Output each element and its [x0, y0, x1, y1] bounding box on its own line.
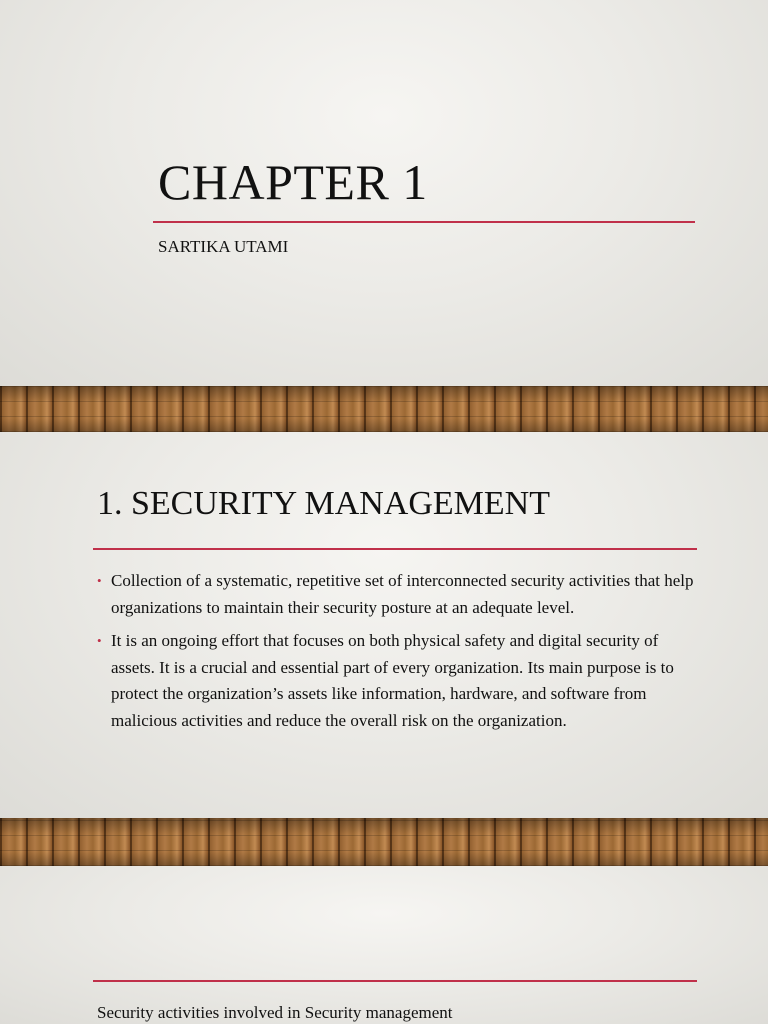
bullet-dot-icon: •: [97, 573, 102, 588]
bullet-item: [97, 628, 697, 734]
slide-3-body-text: Security activities involved in Security management: [97, 1003, 453, 1022]
slide-1-subtitle: SARTIKA UTAMI: [158, 237, 289, 256]
bullet-text: Collection of a systematic, repetitive set of interconnected security activities that help organizations to maintain their security posture at an adequate level.: [111, 571, 694, 617]
wood-floor-divider: [0, 386, 768, 432]
slide-2-bullet-list: [97, 568, 697, 741]
slide-title: [0, 0, 768, 386]
wood-floor-divider: [0, 818, 768, 866]
slide-1-title: CHAPTER 1: [158, 154, 428, 210]
bullet-text: It is an ongoing effort that focuses on both physical safety and digital security of assets. It is a crucial and essential part of every organization. Its main purpose is to protect the organization’s assets like information, hardware, and software from malicious activities and reduce the overall risk on the organization.: [111, 631, 674, 730]
slide-security-activities: [0, 866, 768, 1024]
slide-2-title: 1. SECURITY MANAGEMENT: [97, 485, 551, 522]
slide-2-accent-rule: [93, 548, 697, 550]
bullet-dot-icon: •: [97, 633, 102, 648]
slide-3-accent-rule: [93, 980, 697, 982]
bullet-item: [97, 568, 697, 621]
slide-security-management: [0, 432, 768, 818]
slide-1-accent-rule: [153, 221, 695, 223]
